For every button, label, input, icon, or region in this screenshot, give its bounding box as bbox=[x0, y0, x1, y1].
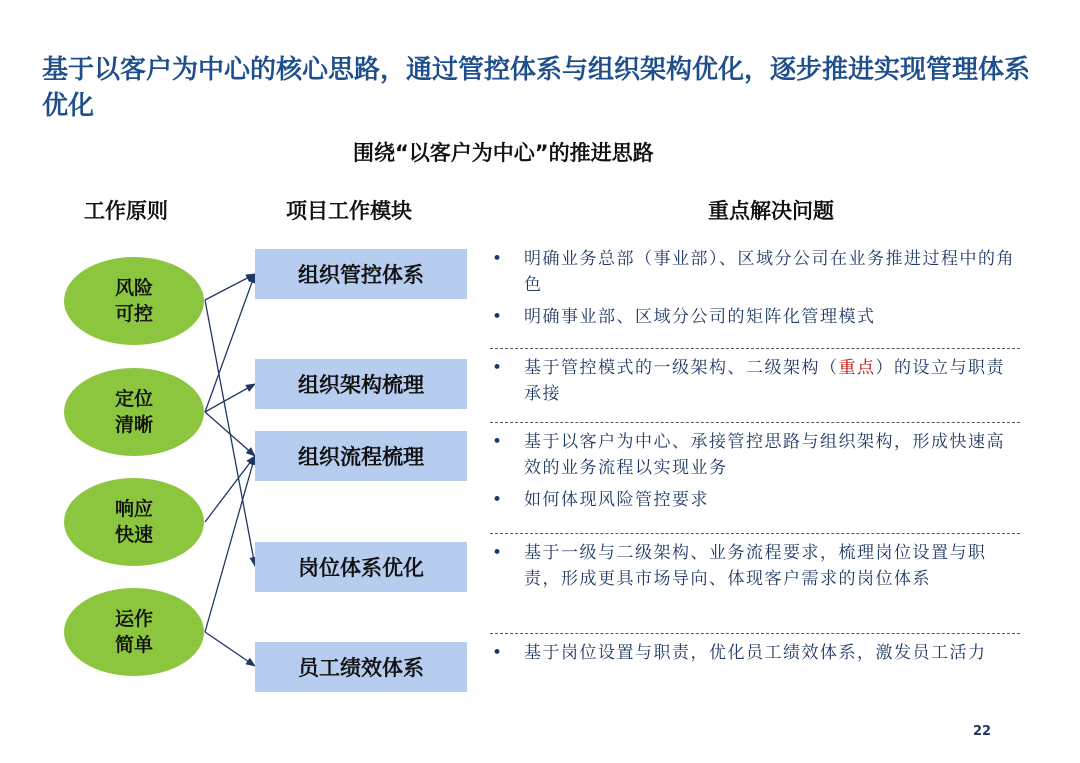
arrow-position-to-process bbox=[205, 412, 255, 456]
arrow-risk-to-post bbox=[205, 300, 255, 566]
arrow-response-to-process bbox=[205, 456, 255, 522]
issue-item: • 明确事业部、区域分公司的矩阵化管理模式 bbox=[492, 307, 876, 327]
module-org-process: 组织流程梳理 bbox=[255, 431, 467, 481]
highlight-key-point: 重点 bbox=[838, 358, 876, 378]
header-modules: 项目工作模块 bbox=[286, 199, 412, 223]
module-org-structure: 组织架构梳理 bbox=[255, 359, 467, 409]
page-number: 22 bbox=[973, 724, 992, 739]
issue-group-structure bbox=[490, 349, 1020, 423]
principle-clear-positioning: 定位 清晰 bbox=[64, 368, 204, 456]
issue-item: • 基于以客户为中心、承接管控思路与组织架构，形成快速高效的业务流程以实现业务 bbox=[492, 432, 1005, 478]
diagram-subtitle: 围绕“以客户为中心”的推进思路 bbox=[353, 141, 654, 165]
module-post-system: 岗位体系优化 bbox=[255, 542, 467, 592]
module-performance-system: 员工绩效体系 bbox=[255, 642, 467, 692]
issue-group-performance bbox=[490, 634, 1020, 678]
issue-item: • 明确业务总部（事业部）、区域分公司在业务推进过程中的角色 bbox=[492, 249, 1015, 295]
issue-item: • 基于管控模式的一级架构、二级架构（重点）的设立与职责承接 bbox=[492, 358, 1005, 404]
header-issues: 重点解决问题 bbox=[708, 199, 834, 223]
issue-group-post bbox=[490, 534, 1020, 634]
header-principles: 工作原则 bbox=[84, 199, 168, 223]
issue-item: • 基于一级与二级架构、业务流程要求，梳理岗位设置与职责，形成更具市场导向、体现客户需求的岗位体系 bbox=[492, 543, 987, 589]
principle-fast-response: 响应 快速 bbox=[64, 478, 204, 566]
arrow-operation-to-process bbox=[205, 456, 255, 632]
issue-item: • 如何体现风险管控要求 bbox=[492, 490, 709, 510]
issue-group-control bbox=[490, 240, 1020, 349]
principle-simple-operation: 运作 简单 bbox=[64, 588, 204, 676]
issues-list bbox=[490, 240, 1020, 678]
module-org-control: 组织管控体系 bbox=[255, 249, 467, 299]
arrow-operation-to-performance bbox=[205, 632, 255, 666]
page-title: 基于以客户为中心的核心思路，通过管控体系与组织架构优化，逐步推进实现管理体系优化 bbox=[42, 55, 1031, 121]
issue-item: • 基于岗位设置与职责，优化员工绩效体系，激发员工活力 bbox=[492, 643, 987, 663]
arrow-position-to-structure bbox=[205, 384, 255, 412]
principle-risk-control: 风险 可控 bbox=[64, 257, 204, 345]
issue-group-process bbox=[490, 423, 1020, 534]
